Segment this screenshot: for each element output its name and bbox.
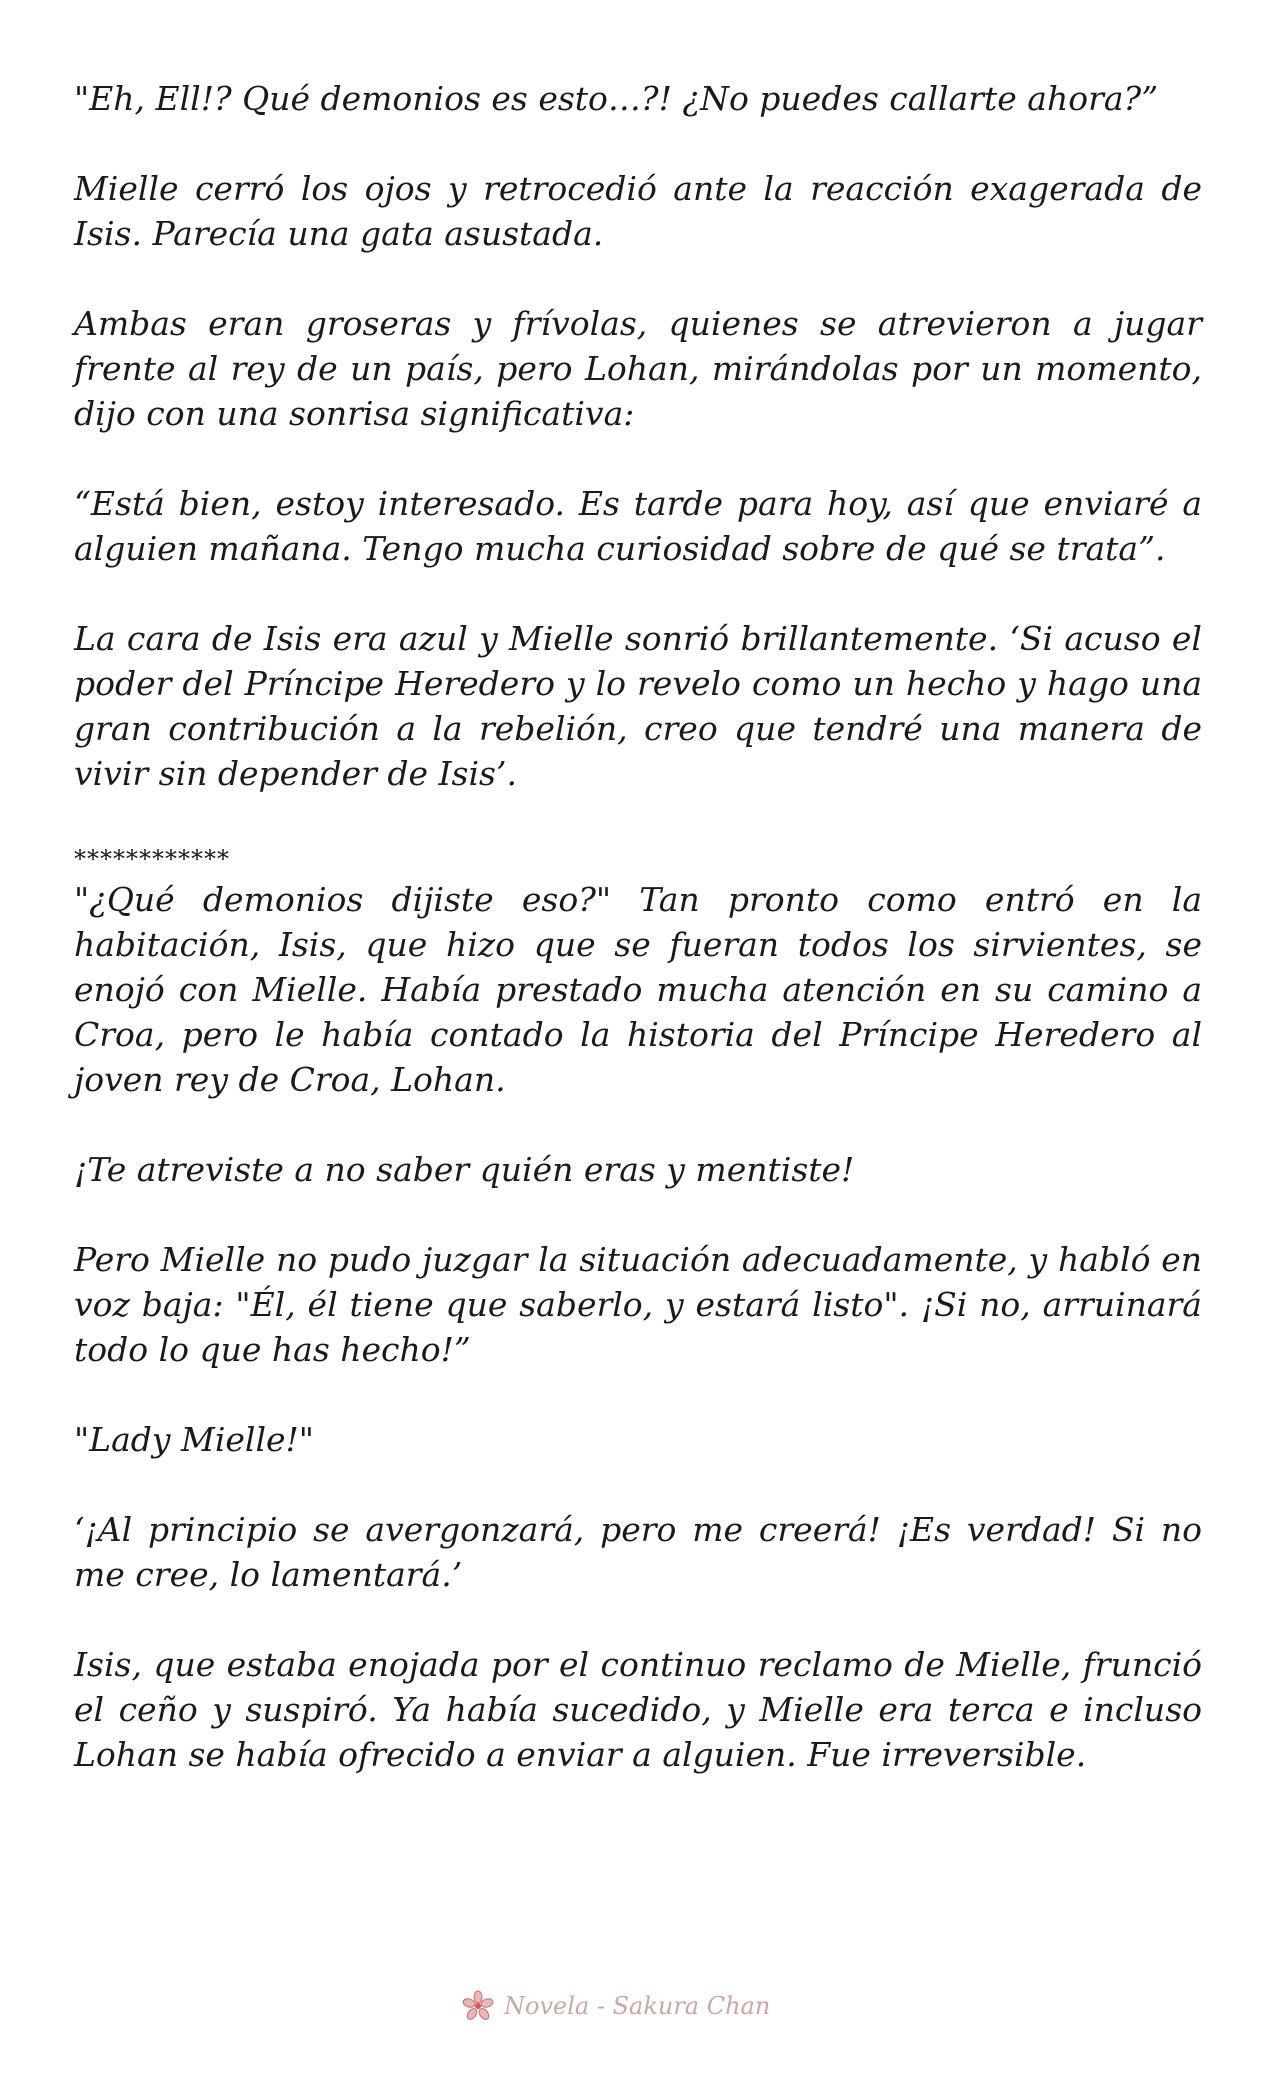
document-body	[74, 76, 1202, 1822]
paragraph: Ambas eran groseras y frívolas, quienes se atrevieron a jugar frente al rey de un país, pero Lohan, mirándolas por un momento, dijo con una sonrisa significativa:	[74, 304, 1202, 433]
sakura-flower-icon	[460, 1988, 496, 2024]
paragraph: "Lady Mielle!"	[74, 1420, 314, 1459]
paragraph: "Eh, Ell!? Qué demonios es esto…?! ¿No puedes callarte ahora?”	[74, 79, 1159, 118]
watermark-text: Novela - Sakura Chan	[504, 1992, 771, 2020]
paragraph: "¿Qué demonios dijiste eso?" Tan pronto como entró en la habitación, Isis, que hizo que se fueran todos los sirvientes, se enojó con Mielle. Había prestado mucha atención en su camino a Croa, pero le había contado la historia del Príncipe Heredero al joven rey de Croa, Lohan.	[74, 880, 1202, 1099]
paragraph: ‘¡Al principio se avergonzará, pero me creerá! ¡Es verdad! Si no me cree, lo lamentará.’	[74, 1510, 1202, 1594]
paragraph: Mielle cerró los ojos y retrocedió ante la reacción exagerada de Isis. Parecía una gata asustada.	[74, 169, 1202, 253]
section-separator: ************	[74, 845, 230, 873]
paragraph: Isis, que estaba enojada por el continuo reclamo de Mielle, frunció el ceño y suspiró. Ya había sucedido, y Mielle era terca e incluso Lohan se había ofrecido a enviar a alguien. Fue irreversible.	[74, 1645, 1202, 1774]
paragraph: La cara de Isis era azul y Mielle sonrió brillantemente. ‘Si acuso el poder del Príncipe Heredero y lo revelo como un hecho y hago una gran contribución a la rebelión, creo que tendré una manera de vivir sin depender de Isis’.	[74, 619, 1202, 793]
paragraph: “Está bien, estoy interesado. Es tarde para hoy, así que enviaré a alguien mañana. Tengo mucha curiosidad sobre de qué se trata”.	[74, 484, 1202, 568]
paragraph: ¡Te atreviste a no saber quién eras y mentiste!	[74, 1150, 855, 1189]
watermark	[460, 1986, 820, 2026]
paragraph: Pero Mielle no pudo juzgar la situación adecuadamente, y habló en voz baja: "Él, él tiene que saberlo, y estará listo". ¡Si no, arruinará todo lo que has hecho!”	[74, 1240, 1202, 1369]
